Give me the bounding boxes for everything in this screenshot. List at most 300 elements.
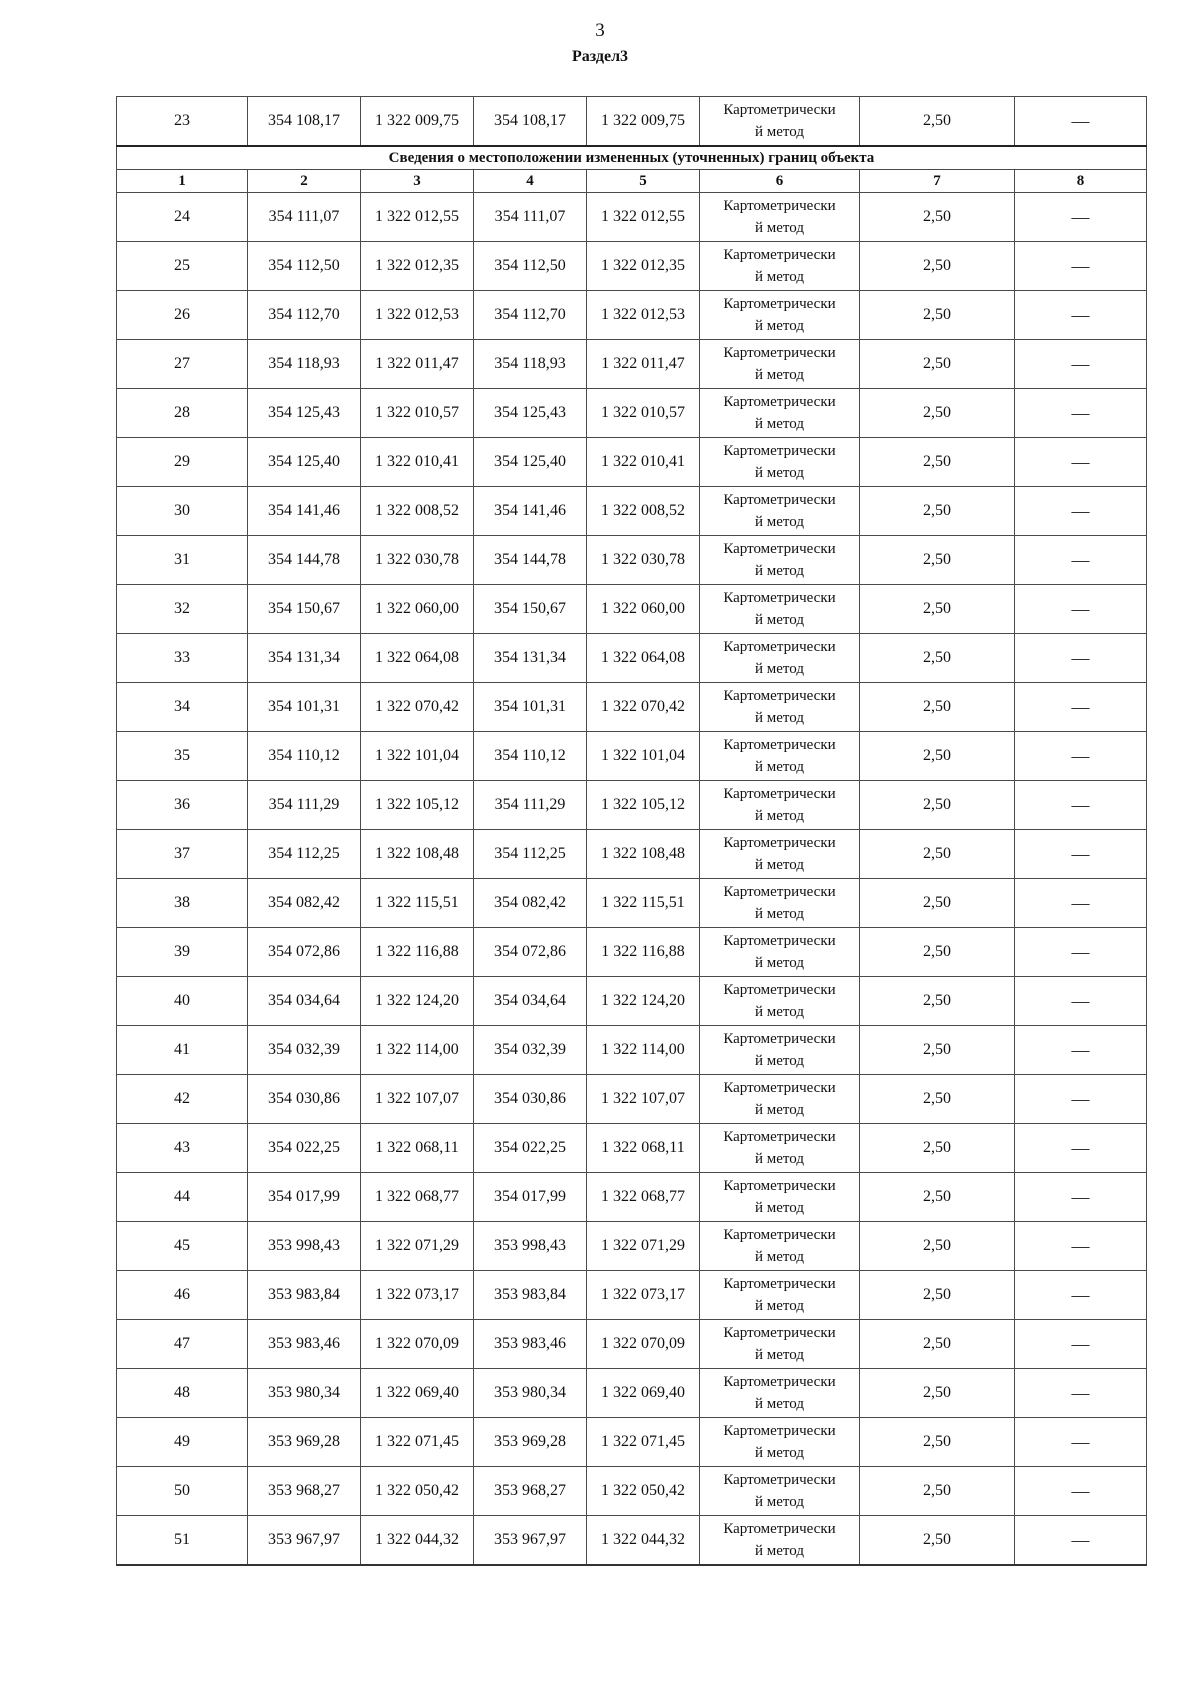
x-coordinate-new-cell: 354 112,70: [474, 291, 587, 340]
method-line-2: й метод: [755, 1445, 804, 1461]
method-cell: [700, 193, 860, 242]
accuracy-cell: 2,50: [860, 781, 1015, 830]
note-cell: —: [1015, 928, 1147, 977]
point-number-cell: 36: [117, 781, 248, 830]
method-cell: [700, 1075, 860, 1124]
x-coordinate-new-cell: 354 144,78: [474, 536, 587, 585]
x-coordinate-cell: 354 017,99: [248, 1173, 361, 1222]
x-coordinate-new-cell: 354 112,25: [474, 830, 587, 879]
accuracy-cell: 2,50: [860, 291, 1015, 340]
x-coordinate-cell: 354 072,86: [248, 928, 361, 977]
table-row: [117, 1369, 1147, 1418]
accuracy-cell: 2,50: [860, 1124, 1015, 1173]
y-coordinate-new-cell: 1 322 071,45: [587, 1418, 700, 1467]
y-coordinate-cell: 1 322 105,12: [361, 781, 474, 830]
method-cell: [700, 242, 860, 291]
table-row: [117, 1467, 1147, 1516]
method-line-2: й метод: [755, 808, 804, 824]
method-line-1: Картометрически: [723, 247, 836, 263]
method-cell: [700, 438, 860, 487]
x-coordinate-cell: 353 983,46: [248, 1320, 361, 1369]
x-coordinate-new-cell: 354 022,25: [474, 1124, 587, 1173]
y-coordinate-cell: 1 322 012,35: [361, 242, 474, 291]
point-number-cell: 51: [117, 1516, 248, 1566]
page-number: 3: [595, 20, 605, 41]
method-cell: [700, 1173, 860, 1222]
y-coordinate-cell: 1 322 114,00: [361, 1026, 474, 1075]
method-line-1: Картометрически: [723, 198, 836, 214]
table-row: [117, 585, 1147, 634]
note-cell: —: [1015, 830, 1147, 879]
column-number: 5: [587, 170, 700, 193]
accuracy-cell: 2,50: [860, 683, 1015, 732]
method-line-2: й метод: [755, 124, 804, 140]
x-coordinate-new-cell: 353 983,84: [474, 1271, 587, 1320]
method-line-1: Картометрически: [723, 933, 836, 949]
method-line-2: й метод: [755, 906, 804, 922]
method-line-2: й метод: [755, 1151, 804, 1167]
column-number: 3: [361, 170, 474, 193]
y-coordinate-new-cell: 1 322 064,08: [587, 634, 700, 683]
y-coordinate-cell: 1 322 010,41: [361, 438, 474, 487]
method-line-1: Картометрически: [723, 1325, 836, 1341]
note-cell: —: [1015, 1075, 1147, 1124]
note-cell: —: [1015, 1222, 1147, 1271]
table-row: [117, 340, 1147, 389]
point-number-cell: 23: [117, 97, 248, 147]
method-line-2: й метод: [755, 514, 804, 530]
column-number: 4: [474, 170, 587, 193]
method-line-1: Картометрически: [723, 541, 836, 557]
note-cell: —: [1015, 585, 1147, 634]
x-coordinate-cell: 354 112,70: [248, 291, 361, 340]
point-number-cell: 47: [117, 1320, 248, 1369]
point-number-cell: 50: [117, 1467, 248, 1516]
x-coordinate-new-cell: 354 030,86: [474, 1075, 587, 1124]
y-coordinate-cell: 1 322 008,52: [361, 487, 474, 536]
table-row: [117, 1320, 1147, 1369]
method-cell: [700, 781, 860, 830]
method-cell: [700, 1418, 860, 1467]
x-coordinate-cell: 354 112,50: [248, 242, 361, 291]
method-cell: [700, 1124, 860, 1173]
x-coordinate-new-cell: 354 034,64: [474, 977, 587, 1026]
point-number-cell: 38: [117, 879, 248, 928]
method-cell: [700, 536, 860, 585]
point-number-cell: 24: [117, 193, 248, 242]
x-coordinate-new-cell: 354 072,86: [474, 928, 587, 977]
accuracy-cell: 2,50: [860, 340, 1015, 389]
table-row: [117, 879, 1147, 928]
column-number: 2: [248, 170, 361, 193]
x-coordinate-cell: 353 983,84: [248, 1271, 361, 1320]
note-cell: —: [1015, 438, 1147, 487]
accuracy-cell: 2,50: [860, 97, 1015, 147]
x-coordinate-cell: 354 150,67: [248, 585, 361, 634]
method-cell: [700, 1026, 860, 1075]
note-cell: —: [1015, 1320, 1147, 1369]
method-line-2: й метод: [755, 612, 804, 628]
note-cell: —: [1015, 536, 1147, 585]
y-coordinate-new-cell: 1 322 107,07: [587, 1075, 700, 1124]
x-coordinate-cell: 354 125,43: [248, 389, 361, 438]
accuracy-cell: 2,50: [860, 1418, 1015, 1467]
y-coordinate-new-cell: 1 322 011,47: [587, 340, 700, 389]
x-coordinate-new-cell: 353 983,46: [474, 1320, 587, 1369]
method-line-1: Картометрически: [723, 296, 836, 312]
y-coordinate-new-cell: 1 322 012,55: [587, 193, 700, 242]
method-line-1: Картометрически: [723, 688, 836, 704]
y-coordinate-new-cell: 1 322 012,53: [587, 291, 700, 340]
method-cell: [700, 487, 860, 536]
x-coordinate-new-cell: 353 968,27: [474, 1467, 587, 1516]
y-coordinate-cell: 1 322 030,78: [361, 536, 474, 585]
y-coordinate-new-cell: 1 322 069,40: [587, 1369, 700, 1418]
table-row: [117, 977, 1147, 1026]
x-coordinate-cell: 354 032,39: [248, 1026, 361, 1075]
point-number-cell: 33: [117, 634, 248, 683]
method-line-2: й метод: [755, 465, 804, 481]
method-line-2: й метод: [755, 1004, 804, 1020]
accuracy-cell: 2,50: [860, 193, 1015, 242]
table-row: [117, 1222, 1147, 1271]
table-row: [117, 193, 1147, 242]
accuracy-cell: 2,50: [860, 389, 1015, 438]
y-coordinate-cell: 1 322 068,11: [361, 1124, 474, 1173]
table-row: [117, 1173, 1147, 1222]
x-coordinate-new-cell: 354 150,67: [474, 585, 587, 634]
note-cell: —: [1015, 1173, 1147, 1222]
note-cell: —: [1015, 242, 1147, 291]
method-line-2: й метод: [755, 1102, 804, 1118]
accuracy-cell: 2,50: [860, 1026, 1015, 1075]
method-line-1: Картометрически: [723, 1227, 836, 1243]
y-coordinate-cell: 1 322 073,17: [361, 1271, 474, 1320]
note-cell: —: [1015, 977, 1147, 1026]
method-cell: [700, 1516, 860, 1566]
x-coordinate-cell: 354 118,93: [248, 340, 361, 389]
y-coordinate-new-cell: 1 322 010,57: [587, 389, 700, 438]
accuracy-cell: 2,50: [860, 977, 1015, 1026]
x-coordinate-cell: 354 111,29: [248, 781, 361, 830]
note-cell: —: [1015, 1124, 1147, 1173]
point-number-cell: 27: [117, 340, 248, 389]
method-line-2: й метод: [755, 955, 804, 971]
point-number-cell: 34: [117, 683, 248, 732]
column-number: 7: [860, 170, 1015, 193]
x-coordinate-cell: 354 108,17: [248, 97, 361, 147]
method-line-1: Картометрически: [723, 1129, 836, 1145]
accuracy-cell: 2,50: [860, 438, 1015, 487]
method-line-2: й метод: [755, 416, 804, 432]
method-cell: [700, 97, 860, 147]
y-coordinate-cell: 1 322 009,75: [361, 97, 474, 147]
table-row: [117, 389, 1147, 438]
accuracy-cell: 2,50: [860, 732, 1015, 781]
table-row: [117, 1271, 1147, 1320]
note-cell: —: [1015, 732, 1147, 781]
accuracy-cell: 2,50: [860, 634, 1015, 683]
x-coordinate-cell: 354 034,64: [248, 977, 361, 1026]
x-coordinate-cell: 354 112,25: [248, 830, 361, 879]
point-number-cell: 37: [117, 830, 248, 879]
note-cell: —: [1015, 1418, 1147, 1467]
point-number-cell: 48: [117, 1369, 248, 1418]
method-line-1: Картометрически: [723, 1178, 836, 1194]
method-line-1: Картометрически: [723, 1472, 836, 1488]
y-coordinate-new-cell: 1 322 071,29: [587, 1222, 700, 1271]
point-number-cell: 26: [117, 291, 248, 340]
table-row: [117, 683, 1147, 732]
method-cell: [700, 1369, 860, 1418]
y-coordinate-cell: 1 322 044,32: [361, 1516, 474, 1566]
x-coordinate-new-cell: 354 108,17: [474, 97, 587, 147]
method-line-1: Картометрически: [723, 1521, 836, 1537]
x-coordinate-cell: 354 111,07: [248, 193, 361, 242]
table-row: [117, 438, 1147, 487]
y-coordinate-new-cell: 1 322 012,35: [587, 242, 700, 291]
table-row: [117, 291, 1147, 340]
method-line-2: й метод: [755, 318, 804, 334]
point-number-cell: 41: [117, 1026, 248, 1075]
point-number-cell: 40: [117, 977, 248, 1026]
y-coordinate-new-cell: 1 322 101,04: [587, 732, 700, 781]
method-line-1: Картометрически: [723, 737, 836, 753]
method-line-2: й метод: [755, 1200, 804, 1216]
note-cell: —: [1015, 879, 1147, 928]
method-line-1: Картометрически: [723, 639, 836, 655]
method-cell: [700, 1222, 860, 1271]
accuracy-cell: 2,50: [860, 1369, 1015, 1418]
x-coordinate-new-cell: 354 111,07: [474, 193, 587, 242]
x-coordinate-cell: 353 980,34: [248, 1369, 361, 1418]
method-line-2: й метод: [755, 710, 804, 726]
method-line-2: й метод: [755, 220, 804, 236]
y-coordinate-cell: 1 322 068,77: [361, 1173, 474, 1222]
y-coordinate-new-cell: 1 322 073,17: [587, 1271, 700, 1320]
y-coordinate-new-cell: 1 322 060,00: [587, 585, 700, 634]
section-title: Раздел3: [571, 48, 629, 65]
note-cell: —: [1015, 1516, 1147, 1566]
column-number: 8: [1015, 170, 1147, 193]
boundary-coordinates-table: [116, 96, 1147, 1566]
method-line-1: Картометрически: [723, 1374, 836, 1390]
point-number-cell: 31: [117, 536, 248, 585]
point-number-cell: 49: [117, 1418, 248, 1467]
x-coordinate-cell: 353 969,28: [248, 1418, 361, 1467]
method-line-2: й метод: [755, 1053, 804, 1069]
table-row: [117, 781, 1147, 830]
method-line-1: Картометрически: [723, 590, 836, 606]
y-coordinate-new-cell: 1 322 116,88: [587, 928, 700, 977]
method-line-2: й метод: [755, 1298, 804, 1314]
y-coordinate-cell: 1 322 070,09: [361, 1320, 474, 1369]
y-coordinate-cell: 1 322 060,00: [361, 585, 474, 634]
method-line-1: Картометрически: [723, 1031, 836, 1047]
note-cell: —: [1015, 487, 1147, 536]
y-coordinate-new-cell: 1 322 010,41: [587, 438, 700, 487]
y-coordinate-cell: 1 322 071,45: [361, 1418, 474, 1467]
y-coordinate-cell: 1 322 071,29: [361, 1222, 474, 1271]
note-cell: —: [1015, 193, 1147, 242]
method-cell: [700, 1320, 860, 1369]
point-number-cell: 44: [117, 1173, 248, 1222]
accuracy-cell: 2,50: [860, 879, 1015, 928]
method-line-1: Картометрически: [723, 884, 836, 900]
x-coordinate-cell: 353 967,97: [248, 1516, 361, 1566]
x-coordinate-new-cell: 354 141,46: [474, 487, 587, 536]
method-cell: [700, 585, 860, 634]
x-coordinate-cell: 354 144,78: [248, 536, 361, 585]
table-row: [117, 1075, 1147, 1124]
x-coordinate-new-cell: 354 110,12: [474, 732, 587, 781]
method-line-2: й метод: [755, 1249, 804, 1265]
method-line-2: й метод: [755, 1347, 804, 1363]
note-cell: —: [1015, 389, 1147, 438]
method-line-1: Картометрически: [723, 835, 836, 851]
x-coordinate-cell: 354 082,42: [248, 879, 361, 928]
x-coordinate-new-cell: 354 101,31: [474, 683, 587, 732]
x-coordinate-new-cell: 353 980,34: [474, 1369, 587, 1418]
accuracy-cell: 2,50: [860, 1320, 1015, 1369]
point-number-cell: 29: [117, 438, 248, 487]
point-number-cell: 39: [117, 928, 248, 977]
accuracy-cell: 2,50: [860, 1222, 1015, 1271]
method-line-1: Картометрически: [723, 1276, 836, 1292]
method-cell: [700, 879, 860, 928]
method-cell: [700, 340, 860, 389]
method-line-1: Картометрически: [723, 1080, 836, 1096]
accuracy-cell: 2,50: [860, 487, 1015, 536]
point-number-cell: 32: [117, 585, 248, 634]
accuracy-cell: 2,50: [860, 1173, 1015, 1222]
x-coordinate-cell: 354 125,40: [248, 438, 361, 487]
table-row: [117, 732, 1147, 781]
note-cell: —: [1015, 1026, 1147, 1075]
y-coordinate-new-cell: 1 322 050,42: [587, 1467, 700, 1516]
method-cell: [700, 634, 860, 683]
method-cell: [700, 928, 860, 977]
y-coordinate-cell: 1 322 069,40: [361, 1369, 474, 1418]
y-coordinate-cell: 1 322 064,08: [361, 634, 474, 683]
accuracy-cell: 2,50: [860, 585, 1015, 634]
note-cell: —: [1015, 291, 1147, 340]
y-coordinate-new-cell: 1 322 124,20: [587, 977, 700, 1026]
table-row: [117, 1418, 1147, 1467]
y-coordinate-cell: 1 322 124,20: [361, 977, 474, 1026]
table-row: [117, 1026, 1147, 1075]
table-caption: Сведения о местоположении измененных (уточненных) границ объекта: [117, 146, 1147, 170]
table-row: [117, 928, 1147, 977]
x-coordinate-new-cell: 353 967,97: [474, 1516, 587, 1566]
method-line-1: Картометрически: [723, 102, 836, 118]
table-row: [117, 487, 1147, 536]
table-caption-row: [117, 146, 1147, 170]
note-cell: —: [1015, 634, 1147, 683]
y-coordinate-cell: 1 322 012,55: [361, 193, 474, 242]
y-coordinate-new-cell: 1 322 009,75: [587, 97, 700, 147]
point-number-cell: 46: [117, 1271, 248, 1320]
y-coordinate-new-cell: 1 322 114,00: [587, 1026, 700, 1075]
table-row: [117, 1124, 1147, 1173]
y-coordinate-new-cell: 1 322 030,78: [587, 536, 700, 585]
table-row: [117, 634, 1147, 683]
y-coordinate-new-cell: 1 322 115,51: [587, 879, 700, 928]
x-coordinate-cell: 354 141,46: [248, 487, 361, 536]
method-line-2: й метод: [755, 661, 804, 677]
note-cell: —: [1015, 1369, 1147, 1418]
point-number-cell: 45: [117, 1222, 248, 1271]
method-line-2: й метод: [755, 1396, 804, 1412]
note-cell: —: [1015, 340, 1147, 389]
method-line-1: Картометрически: [723, 443, 836, 459]
accuracy-cell: 2,50: [860, 242, 1015, 291]
accuracy-cell: 2,50: [860, 1271, 1015, 1320]
x-coordinate-cell: 354 030,86: [248, 1075, 361, 1124]
y-coordinate-cell: 1 322 012,53: [361, 291, 474, 340]
y-coordinate-new-cell: 1 322 044,32: [587, 1516, 700, 1566]
x-coordinate-new-cell: 354 032,39: [474, 1026, 587, 1075]
method-line-1: Картометрически: [723, 982, 836, 998]
method-line-1: Картометрически: [723, 786, 836, 802]
y-coordinate-new-cell: 1 322 070,09: [587, 1320, 700, 1369]
table-row: [117, 97, 1147, 147]
x-coordinate-new-cell: 354 118,93: [474, 340, 587, 389]
method-cell: [700, 389, 860, 438]
x-coordinate-new-cell: 354 017,99: [474, 1173, 587, 1222]
note-cell: —: [1015, 781, 1147, 830]
note-cell: —: [1015, 683, 1147, 732]
method-line-2: й метод: [755, 367, 804, 383]
method-line-1: Картометрически: [723, 492, 836, 508]
x-coordinate-new-cell: 354 082,42: [474, 879, 587, 928]
method-line-2: й метод: [755, 857, 804, 873]
y-coordinate-new-cell: 1 322 105,12: [587, 781, 700, 830]
table-row: [117, 1516, 1147, 1566]
point-number-cell: 42: [117, 1075, 248, 1124]
y-coordinate-new-cell: 1 322 070,42: [587, 683, 700, 732]
method-cell: [700, 977, 860, 1026]
point-number-cell: 25: [117, 242, 248, 291]
method-cell: [700, 683, 860, 732]
y-coordinate-cell: 1 322 115,51: [361, 879, 474, 928]
method-cell: [700, 291, 860, 340]
method-line-2: й метод: [755, 1494, 804, 1510]
x-coordinate-cell: 354 110,12: [248, 732, 361, 781]
x-coordinate-new-cell: 353 998,43: [474, 1222, 587, 1271]
x-coordinate-cell: 353 968,27: [248, 1467, 361, 1516]
note-cell: —: [1015, 97, 1147, 147]
method-line-2: й метод: [755, 563, 804, 579]
x-coordinate-new-cell: 353 969,28: [474, 1418, 587, 1467]
x-coordinate-new-cell: 354 112,50: [474, 242, 587, 291]
y-coordinate-cell: 1 322 010,57: [361, 389, 474, 438]
accuracy-cell: 2,50: [860, 1075, 1015, 1124]
accuracy-cell: 2,50: [860, 830, 1015, 879]
x-coordinate-new-cell: 354 125,40: [474, 438, 587, 487]
point-number-cell: 30: [117, 487, 248, 536]
method-line-2: й метод: [755, 269, 804, 285]
x-coordinate-new-cell: 354 125,43: [474, 389, 587, 438]
method-line-1: Картометрически: [723, 394, 836, 410]
y-coordinate-cell: 1 322 050,42: [361, 1467, 474, 1516]
method-line-2: й метод: [755, 1543, 804, 1559]
column-number: 6: [700, 170, 860, 193]
method-line-1: Картометрически: [723, 1423, 836, 1439]
y-coordinate-new-cell: 1 322 108,48: [587, 830, 700, 879]
x-coordinate-cell: 354 131,34: [248, 634, 361, 683]
y-coordinate-cell: 1 322 116,88: [361, 928, 474, 977]
